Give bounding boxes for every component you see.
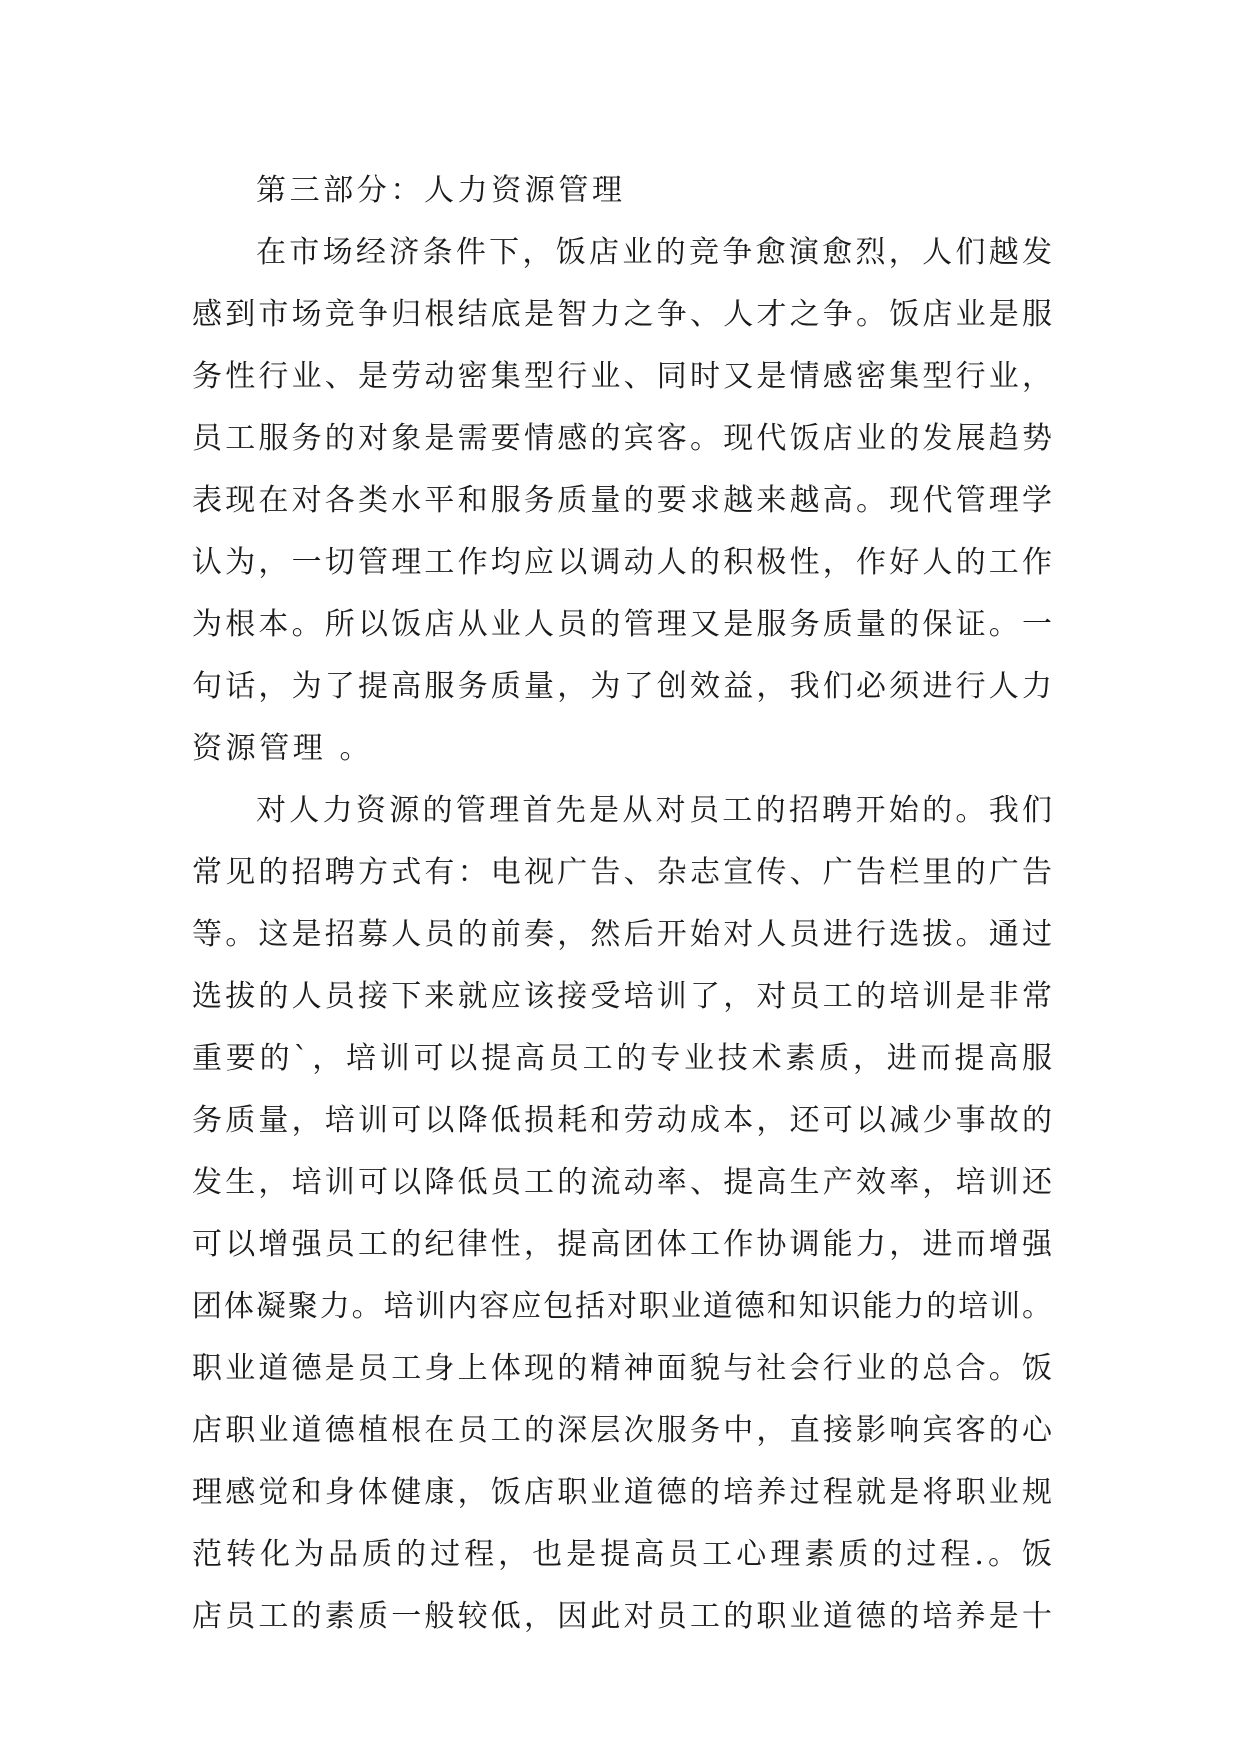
text-line: 对人力资源的管理首先是从对员工的招聘开始的。我们 <box>256 793 1052 828</box>
text-line: 发生，培训可以降低员工的流动率、提高生产效率，培训还 <box>192 1165 1052 1200</box>
text-line: 为根本。所以饭店从业人员的管理又是服务质量的保证。一 <box>192 607 1052 642</box>
text-line: 员工服务的对象是需要情感的宾客。现代饭店业的发展趋势 <box>192 421 1052 456</box>
text-line: 可以增强员工的纪律性，提高团体工作协调能力，进而增强 <box>192 1227 1052 1262</box>
text-line: 务性行业、是劳动密集型行业、同时又是情感密集型行业， <box>192 359 1052 394</box>
text-line: 重要的`，培训可以提高员工的专业技术素质，进而提高服 <box>192 1041 1052 1076</box>
text-line: 职业道德是员工身上体现的精神面貌与社会行业的总合。饭 <box>192 1351 1052 1386</box>
text-line: 等。这是招募人员的前奏，然后开始对人员进行选拔。通过 <box>192 917 1052 952</box>
text-line: 认为，一切管理工作均应以调动人的积极性，作好人的工作 <box>192 545 1052 580</box>
text-line: 选拔的人员接下来就应该接受培训了，对员工的培训是非常 <box>192 979 1052 1014</box>
text-line: 在市场经济条件下，饭店业的竞争愈演愈烈，人们越发 <box>256 235 1052 270</box>
text-line: 务质量，培训可以降低损耗和劳动成本，还可以减少事故的 <box>192 1103 1052 1138</box>
text-line: 店职业道德植根在员工的深层次服务中，直接影响宾客的心 <box>192 1413 1052 1448</box>
text-line: 团体凝聚力。培训内容应包括对职业道德和知识能力的培训。 <box>192 1289 1052 1324</box>
text-line: 句话，为了提高服务质量，为了创效益，我们必须进行人力 <box>192 669 1052 704</box>
text-line: 店员工的素质一般较低，因此对员工的职业道德的培养是十 <box>192 1599 1052 1634</box>
text-line: 理感觉和身体健康，饭店职业道德的培养过程就是将职业规 <box>192 1475 1052 1510</box>
text-line: 常见的招聘方式有：电视广告、杂志宣传、广告栏里的广告 <box>192 855 1052 890</box>
section-heading: 第三部分：人力资源管理 <box>256 173 626 208</box>
document-body <box>192 160 1052 1648</box>
text-line: 表现在对各类水平和服务质量的要求越来越高。现代管理学 <box>192 483 1052 518</box>
text-line: 感到市场竞争归根结底是智力之争、人才之争。饭店业是服 <box>192 297 1052 332</box>
text-line: 范转化为品质的过程，也是提高员工心理素质的过程.。饭 <box>192 1537 1052 1572</box>
text-line: 资源管理 。 <box>192 731 374 766</box>
